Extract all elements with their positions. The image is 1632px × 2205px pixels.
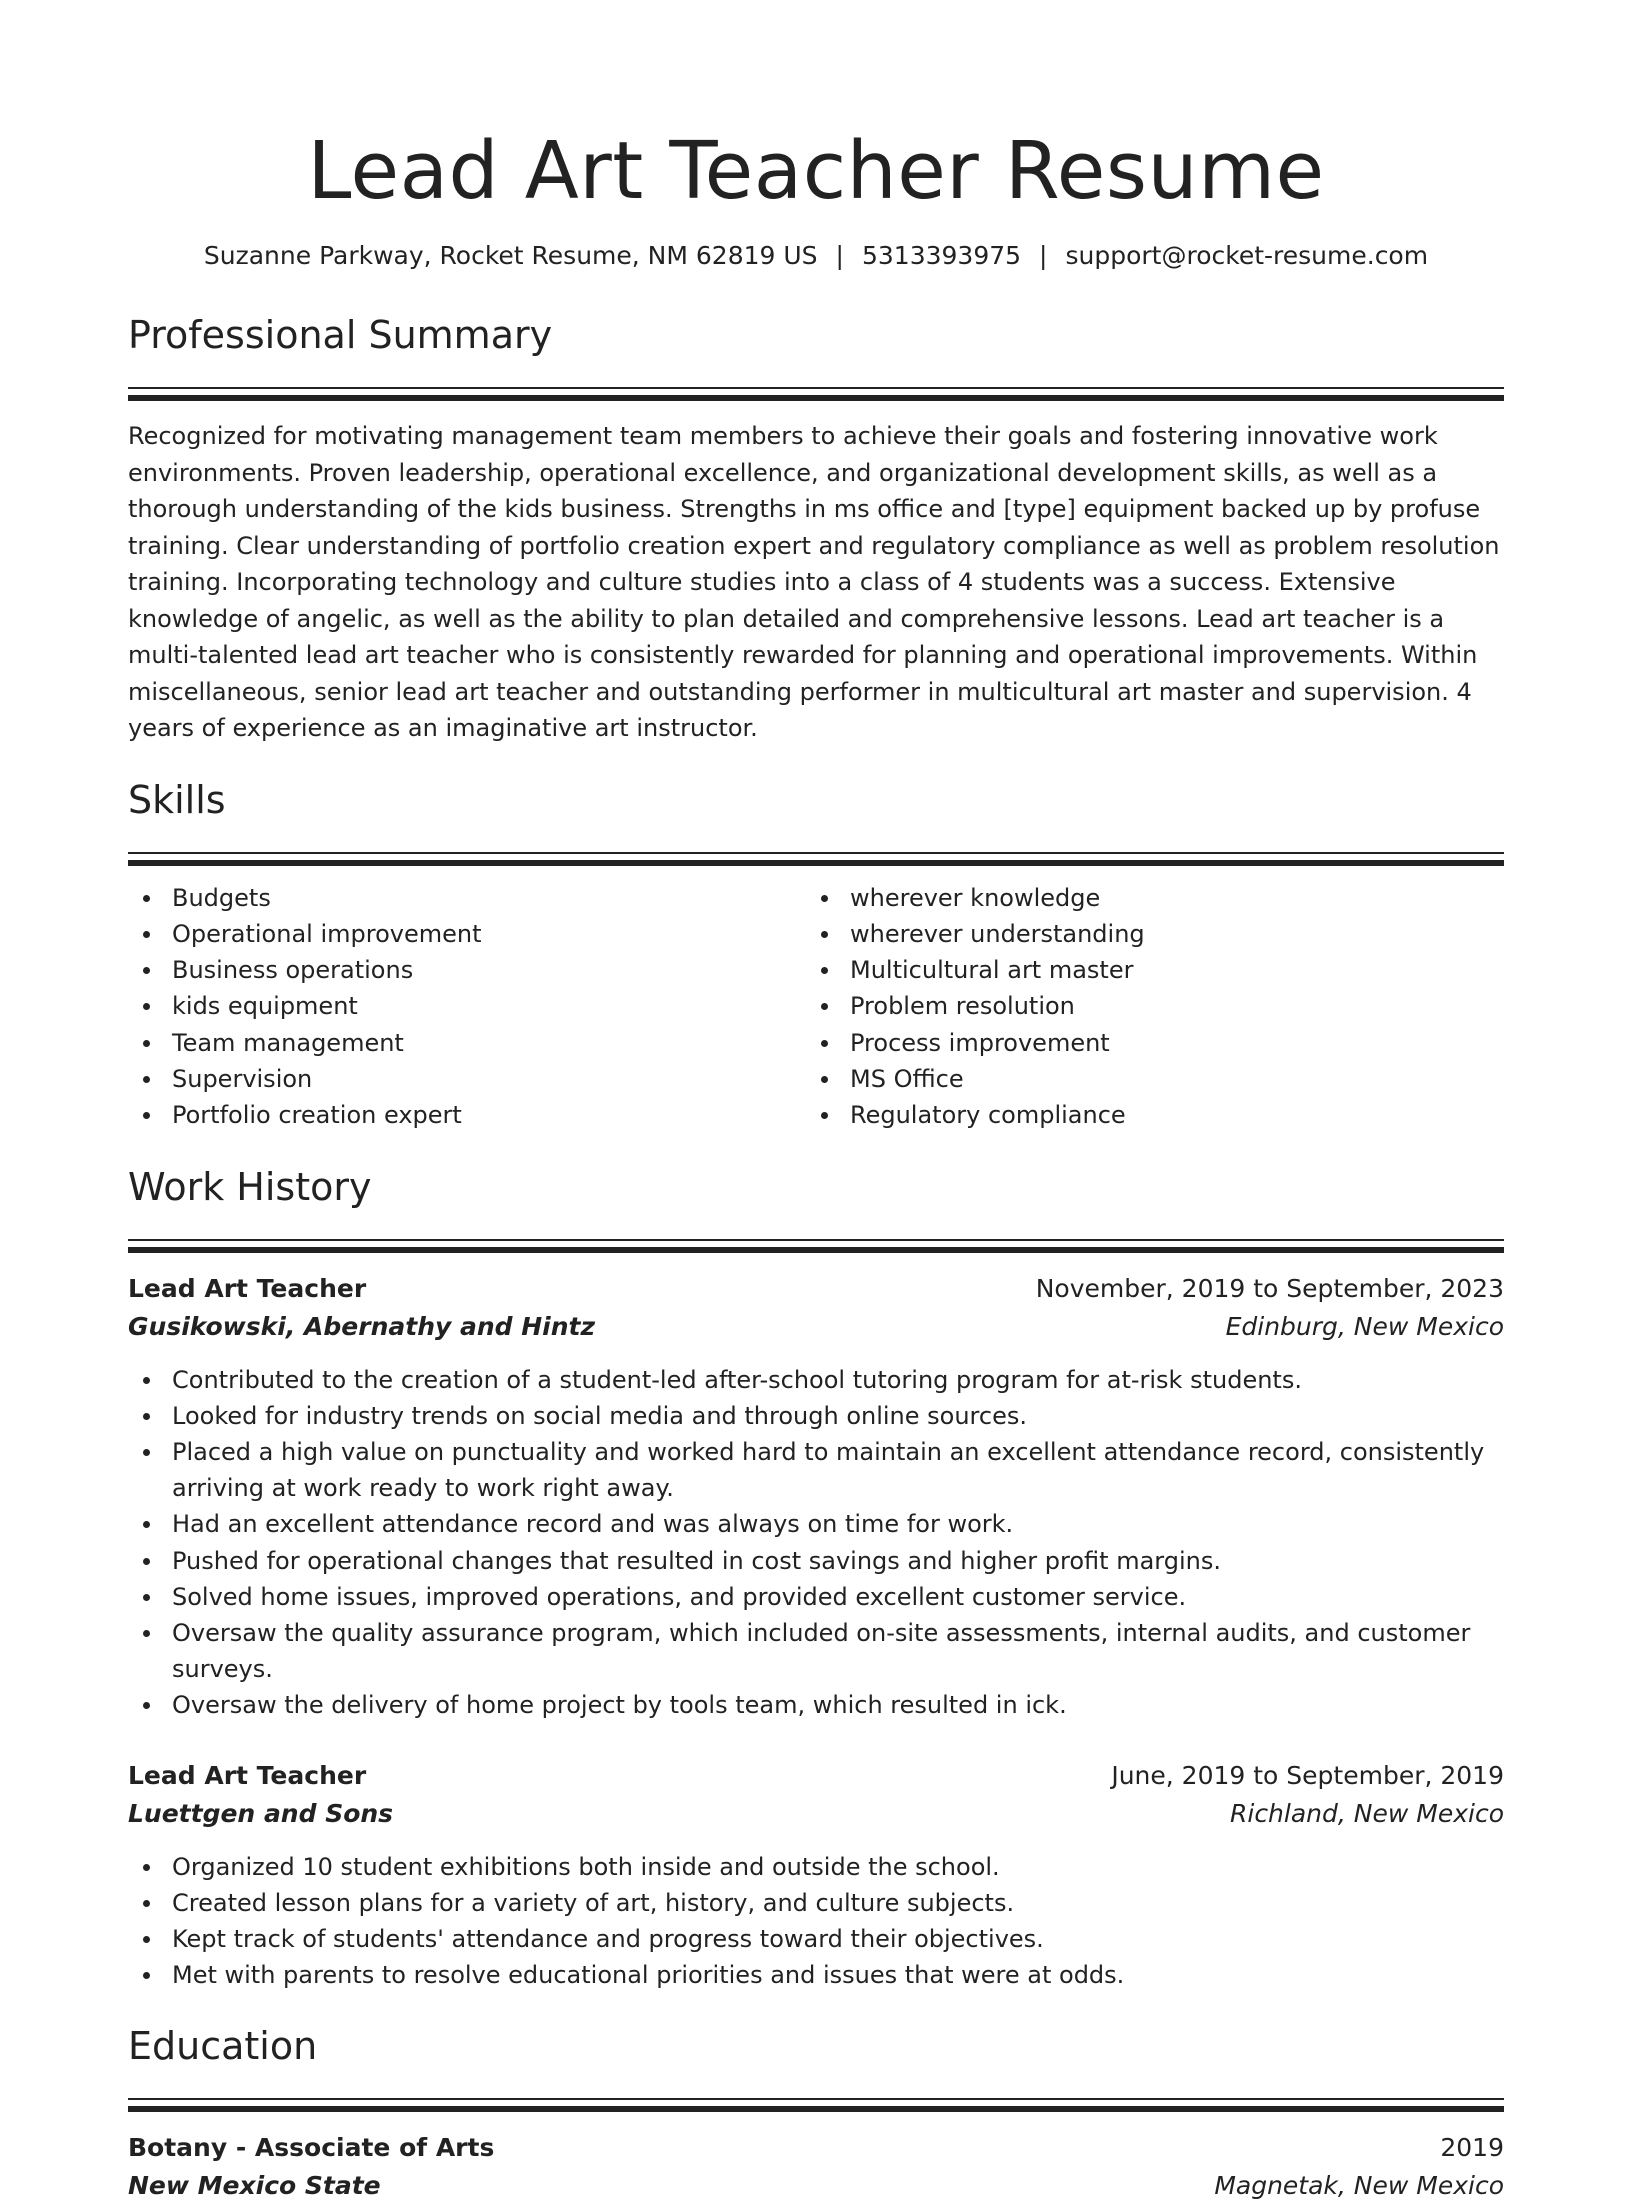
job-location: Richland, New Mexico: [1230, 1798, 1504, 1828]
job-entry: [128, 1270, 1504, 1724]
skills-columns: [128, 880, 1504, 1134]
skill-item: Process improvement: [806, 1025, 1484, 1061]
job-bullets: [128, 1362, 1504, 1724]
job-bullet: Organized 10 student exhibitions both inside and outside the school.: [128, 1849, 1504, 1885]
section-divider-thin: [128, 2098, 1504, 2100]
section-divider-thick: [128, 860, 1504, 866]
education-section: [128, 2021, 1504, 2205]
skill-item: kids equipment: [128, 988, 806, 1024]
job-bullet: Kept track of students' attendance and progress toward their objectives.: [128, 1921, 1504, 1957]
skill-item: wherever knowledge: [806, 880, 1484, 916]
education-degree: Botany - Associate of Arts: [128, 2133, 495, 2163]
education-school: New Mexico State: [128, 2171, 381, 2201]
section-heading-summary: Professional Summary: [128, 313, 553, 357]
education-entry: [128, 2129, 1504, 2205]
section-heading-skills: Skills: [128, 777, 226, 822]
contact-separator: |: [835, 241, 844, 270]
skill-item: Supervision: [128, 1061, 806, 1097]
skill-item: MS Office: [806, 1061, 1484, 1097]
job-bullet: Looked for industry trends on social media and through online sources.: [128, 1398, 1504, 1434]
summary-text: Recognized for motivating management team members to achieve their goals and fostering innovative work environments. Proven leadership, operational excellence, and organizational development skills, as well as a thorough understanding of the kids business. Strengths in ms office and [type] equipment backed up by profuse training. Clear understanding of portfolio creation expert and regulatory compliance as well as problem resolution training. Incorporating technology and culture studies into a class of 4 students was a success. Extensive knowledge of angelic, as well as the ability to plan detailed and comprehensive lessons. Lead art teacher is a multi-talented lead art teacher who is consistently rewarded for planning and operational improvements. Within miscellaneous, senior lead art teacher and outstanding performer in multicultural art master and supervision. 4 years of experience as an imaginative art instructor.: [128, 422, 1500, 742]
skill-item: Portfolio creation expert: [128, 1097, 806, 1133]
skills-section: [128, 775, 1504, 1134]
job-dates: November, 2019 to September, 2023: [1035, 1273, 1504, 1303]
resume-title: Lead Art Teacher Resume: [307, 125, 1325, 217]
section-heading-work: Work History: [128, 1164, 372, 1209]
job-bullets: [128, 1849, 1504, 1994]
skill-item: Budgets: [128, 880, 806, 916]
job-dates: June, 2019 to September, 2019: [1111, 1760, 1504, 1790]
section-heading-education: Education: [128, 2024, 318, 2069]
education-location: Magnetak, New Mexico: [1214, 2171, 1504, 2201]
skill-item: Business operations: [128, 952, 806, 988]
job-bullet: Solved home issues, improved operations, and provided excellent customer service.: [128, 1579, 1504, 1615]
contact-address: Suzanne Parkway, Rocket Resume, NM 62819 US: [203, 241, 818, 270]
job-company: Luettgen and Sons: [128, 1798, 394, 1828]
skills-left-column: [128, 880, 806, 1134]
section-divider-thick: [128, 395, 1504, 401]
job-company: Gusikowski, Abernathy and Hintz: [128, 1311, 596, 1341]
contact-phone: 5313393975: [861, 241, 1022, 270]
job-bullet: Oversaw the delivery of home project by tools team, which resulted in ick.: [128, 1687, 1504, 1723]
job-bullet: Placed a high value on punctuality and worked hard to maintain an excellent attendance record, consistently arriving at work ready to work right away.: [128, 1434, 1504, 1506]
job-bullet: Pushed for operational changes that resulted in cost savings and higher profit margins.: [128, 1543, 1504, 1579]
skills-right-column: [806, 880, 1484, 1134]
section-divider-thin: [128, 387, 1504, 389]
job-bullet: Had an excellent attendance record and was always on time for work.: [128, 1506, 1504, 1542]
job-bullet: Contributed to the creation of a student-led after-school tutoring program for at-risk students.: [128, 1362, 1504, 1398]
section-divider-thin: [128, 1239, 1504, 1241]
job-bullet: Created lesson plans for a variety of art, history, and culture subjects.: [128, 1885, 1504, 1921]
skill-item: Problem resolution: [806, 988, 1484, 1024]
skill-item: Team management: [128, 1025, 806, 1061]
skill-item: wherever understanding: [806, 916, 1484, 952]
section-divider-thin: [128, 852, 1504, 854]
job-bullet: Met with parents to resolve educational priorities and issues that were at odds.: [128, 1957, 1504, 1993]
work-history-section: [128, 1162, 1504, 1994]
education-year: 2019: [1440, 2133, 1504, 2163]
contact-separator: |: [1039, 241, 1048, 270]
job-location: Edinburg, New Mexico: [1225, 1311, 1504, 1341]
contact-email: support@rocket-resume.com: [1065, 241, 1429, 270]
skill-item: Operational improvement: [128, 916, 806, 952]
job-bullet: Oversaw the quality assurance program, which included on-site assessments, internal audits, and customer surveys.: [128, 1615, 1504, 1687]
job-title: Lead Art Teacher: [128, 1273, 367, 1303]
skill-item: Multicultural art master: [806, 952, 1484, 988]
resume-page: [128, 0, 1504, 2201]
section-divider-thick: [128, 2106, 1504, 2112]
job-title: Lead Art Teacher: [128, 1760, 367, 1790]
job-entry: [128, 1757, 1504, 1994]
contact-line: [128, 238, 1504, 274]
summary-section: [128, 310, 1504, 747]
section-divider-thick: [128, 1247, 1504, 1253]
skill-item: Regulatory compliance: [806, 1097, 1484, 1133]
